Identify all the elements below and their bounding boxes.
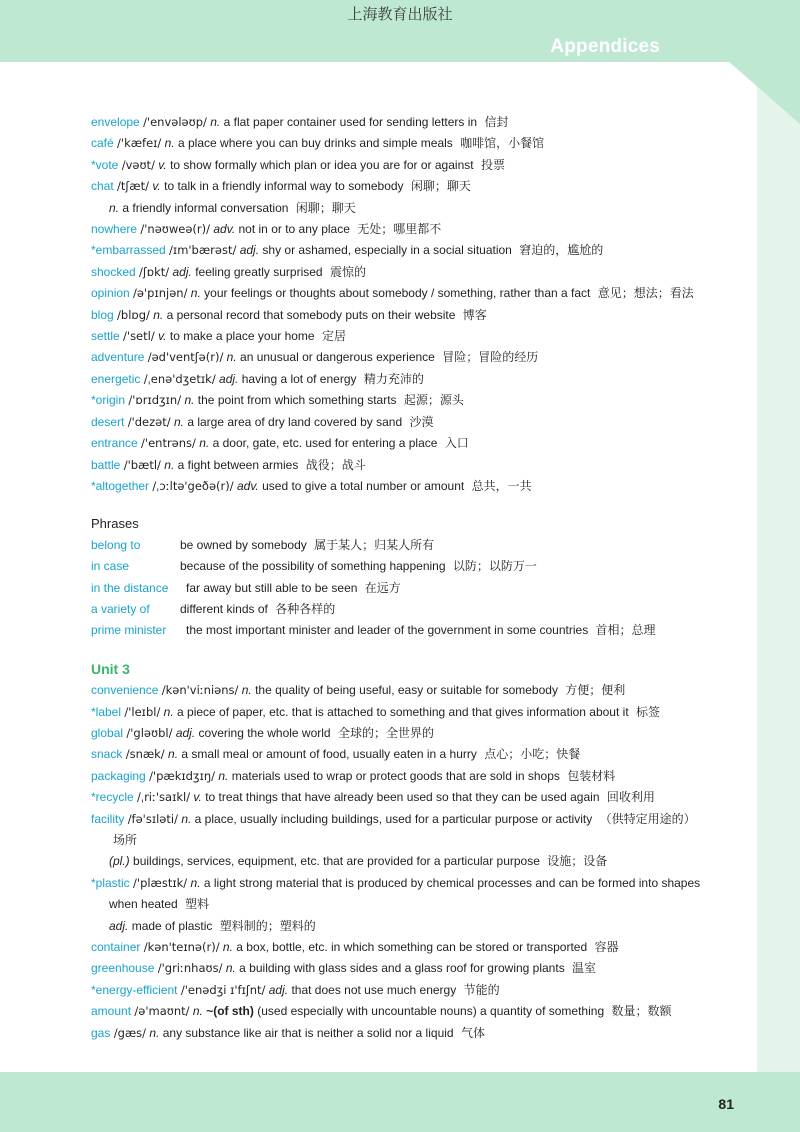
translation: 闲聊；聊天 [295, 200, 356, 215]
headword: *origin [91, 393, 126, 408]
phrase-entry [91, 620, 741, 641]
glossary-entry [91, 240, 741, 261]
translation: 回收利用 [606, 790, 655, 805]
headword: *altogether [91, 478, 150, 493]
phonetic: /'bætl/ [123, 457, 161, 472]
phonetic: /'entrəns/ [141, 436, 196, 451]
definition: having a lot of energy [241, 371, 357, 386]
phonetic: /ə'pɪnjən/ [133, 286, 188, 301]
definition: an unusual or dangerous experience [240, 350, 435, 365]
translation: 设施；设备 [547, 854, 608, 869]
phrase: a variety of [91, 601, 150, 616]
part-of-speech: n. [222, 940, 233, 955]
definition: different kinds of [180, 601, 268, 616]
glossary-entry [91, 937, 741, 958]
headword: envelope [91, 115, 140, 129]
part-of-speech: n. [199, 436, 210, 451]
definition: that does not use much energy [291, 982, 457, 997]
translation: 温室 [572, 961, 597, 976]
glossary-entry [91, 702, 741, 723]
phrase-entry [91, 556, 741, 577]
translation: （供特定用途的） [599, 811, 696, 826]
definition: a large area of dry land covered by sand [187, 414, 403, 429]
definition: a flat paper container used for sending letters in [223, 115, 478, 129]
glossary-sense [91, 916, 741, 937]
phonetic: /tʃæt/ [117, 179, 149, 194]
glossary-entry [91, 326, 741, 347]
definition: feeling greatly surprised [195, 264, 323, 279]
part-of-speech: adj. [109, 918, 129, 933]
phrase: belong to [91, 537, 141, 552]
part-of-speech: adv. [236, 478, 259, 493]
headword: blog [91, 307, 114, 322]
part-of-speech: adj. [239, 243, 260, 258]
definition: when heated [109, 897, 178, 912]
definition: a friendly informal conversation [122, 200, 289, 215]
translation: 容器 [594, 940, 619, 955]
glossary-entry [91, 390, 741, 411]
glossary-entry [91, 412, 741, 433]
headword: facility [91, 811, 125, 826]
translation: 信封 [484, 115, 509, 129]
part-of-speech: n. [164, 136, 175, 151]
phrase-entry [91, 578, 741, 599]
glossary-entry [91, 766, 741, 787]
definition: made of plastic [131, 918, 213, 933]
glossary-entry [91, 155, 741, 176]
phonetic: /'plæstɪk/ [133, 875, 188, 890]
translation: 咖啡馆，小餐馆 [460, 136, 545, 151]
phrase: in the distance [91, 580, 169, 595]
definition: a box, bottle, etc. in which something can be stored or transported [236, 940, 588, 955]
definition: a light strong material that is produced by chemical processes and can be formed into shapes [203, 875, 701, 890]
part-of-speech: (pl.) [109, 854, 130, 869]
part-of-speech: v. [193, 790, 202, 805]
part-of-speech: n. [225, 961, 236, 976]
part-of-speech: v. [158, 157, 167, 172]
definition: a piece of paper, etc. that is attached to something and that gives information about it [177, 704, 629, 719]
translation: 精力充沛的 [363, 371, 424, 386]
phonetic: /ˌɔːltə'geðə(r)/ [152, 478, 234, 493]
phonetic: /gæs/ [113, 1025, 147, 1040]
translation: 定居 [321, 329, 346, 344]
translation: 震惊的 [329, 264, 366, 279]
translation: 首相；总理 [595, 623, 656, 638]
phonetic: /'setl/ [123, 329, 155, 344]
glossary-entry [91, 455, 741, 476]
phrase-entry [91, 535, 741, 556]
translation: 数量；数额 [611, 1004, 672, 1019]
phonetic: /snæk/ [125, 747, 165, 762]
phrase-entry [91, 599, 741, 620]
glossary-entry [91, 744, 741, 765]
definition: to show formally which plan or idea you are for or against [170, 157, 474, 172]
headword: amount [91, 1004, 132, 1019]
definition: to talk in a friendly informal way to somebody [164, 179, 404, 194]
headword: packaging [91, 768, 146, 783]
headword: container [91, 940, 141, 955]
headword: gas [91, 1025, 111, 1040]
headword: *plastic [91, 875, 130, 890]
part-of-speech: adv. [213, 222, 236, 237]
definition: a fight between armies [177, 457, 299, 472]
part-of-speech: n. [153, 307, 164, 322]
definition: to make a place your home [169, 329, 315, 344]
definition: because of the possibility of something happening [180, 559, 446, 574]
headword: chat [91, 179, 114, 194]
part-of-speech: n. [149, 1025, 160, 1040]
part-of-speech: n. [210, 115, 221, 129]
headword: nowhere [91, 222, 138, 237]
section-title: Appendices [550, 36, 660, 57]
translation: 沙漠 [409, 414, 434, 429]
glossary-entry [91, 133, 741, 154]
glossary-entry [91, 1023, 741, 1044]
translation: 总共，一共 [471, 478, 532, 493]
definition: used to give a total number or amount [262, 478, 465, 493]
headword: café [91, 136, 114, 151]
part-of-speech: n. [184, 393, 195, 408]
page-number: 81 [718, 1096, 734, 1112]
headword: shocked [91, 264, 136, 279]
part-of-speech: adj. [175, 725, 196, 740]
translation: 气体 [460, 1025, 485, 1040]
definition: to treat things that have already been used so that they can be used again [205, 790, 600, 805]
glossary-entry [91, 433, 741, 454]
phonetic: /'envələʊp/ [143, 115, 207, 129]
translation: 标签 [636, 704, 661, 719]
translation: 冒险；冒险的经历 [442, 350, 539, 365]
glossary-entry [91, 112, 741, 133]
definition: materials used to wrap or protect goods that are sold in shops [231, 768, 560, 783]
glossary-continuation [91, 894, 741, 915]
phrase: in case [91, 559, 130, 574]
phrase: prime minister [91, 623, 167, 638]
translation: 全球的；全世界的 [337, 725, 434, 740]
phonetic: /ˌriː'saɪkl/ [137, 790, 191, 805]
translation: 点心；小吃；快餐 [484, 747, 581, 762]
part-of-speech: n. [190, 875, 201, 890]
phonetic: /'leɪbl/ [124, 704, 161, 719]
phonetic: /kən'teɪnə(r)/ [143, 940, 220, 955]
phonetic: /'dezət/ [127, 414, 171, 429]
part-of-speech: n. [164, 457, 175, 472]
translation: 方便；便利 [565, 683, 626, 698]
glossary-sense [91, 198, 741, 219]
definition: a place, usually including buildings, used for a particular purpose or activity [194, 811, 593, 826]
headword: settle [91, 329, 120, 344]
headword: *embarrassed [91, 243, 166, 258]
glossary-entry [91, 1001, 741, 1022]
part-of-speech: n. [226, 350, 237, 365]
glossary-entry [91, 809, 741, 830]
translation: 闲聊；聊天 [410, 179, 471, 194]
phonetic: /'ɒrɪdʒɪn/ [128, 393, 182, 408]
unit-heading: Unit 3 [91, 660, 130, 677]
headword: battle [91, 457, 121, 472]
definition: shy or ashamed, especially in a social situation [262, 243, 512, 258]
translation: 意见；想法；看法 [597, 286, 694, 301]
glossary-entry [91, 176, 741, 197]
phonetic: /'enədʒi ɪ'fɪʃnt/ [180, 982, 266, 997]
usage-pattern: ~(of sth) [206, 1004, 254, 1019]
headword: snack [91, 747, 123, 762]
translation: 场所 [113, 833, 138, 847]
glossary-entry [91, 980, 741, 1001]
translation: 节能的 [463, 982, 500, 997]
phonetic: /əd'ventʃə(r)/ [147, 350, 224, 365]
definition: a place where you can buy drinks and simple meals [178, 136, 453, 151]
part-of-speech: n. [163, 704, 174, 719]
definition: a building with glass sides and a glass roof for growing plants [239, 961, 565, 976]
definition: a personal record that somebody puts on their website [166, 307, 456, 322]
translation: 入口 [444, 436, 469, 451]
glossary-entry [91, 958, 741, 979]
part-of-speech: n. [192, 1004, 203, 1019]
part-of-speech: n. [168, 747, 179, 762]
translation: 塑料制的；塑料的 [219, 918, 316, 933]
phonetic: /ʃɒkt/ [139, 264, 170, 279]
phonetic: /'griːnhaʊs/ [157, 961, 223, 976]
glossary-entry [91, 305, 741, 326]
phonetic: /kən'viːniəns/ [161, 683, 239, 698]
translation: 属于某人；归某人所有 [314, 537, 435, 552]
definition: the point from which something starts [197, 393, 397, 408]
part-of-speech: n. [173, 414, 184, 429]
definition: a small meal or amount of food, usually eaten in a hurry [181, 747, 477, 762]
definition: far away but still able to be seen [186, 580, 358, 595]
phonetic: /ɪm'bærəst/ [169, 243, 237, 258]
glossary-entry [91, 262, 741, 283]
phonetic: /ˌenə'dʒetɪk/ [143, 371, 216, 386]
translation: 以防；以防万一 [452, 559, 537, 574]
phonetic: /fə'sɪləti/ [127, 811, 178, 826]
definition: buildings, services, equipment, etc. that are provided for a particular purpose [133, 854, 540, 869]
glossary-continuation [91, 830, 741, 851]
definition: your feelings or thoughts about somebody / something, rather than a fact [204, 286, 591, 301]
part-of-speech: n. [181, 811, 192, 826]
publisher-header: 上海教育出版社 [347, 5, 453, 23]
translation: 各种各样的 [275, 601, 336, 616]
spacer [91, 642, 741, 659]
headword: global [91, 725, 124, 740]
glossary-entry [91, 219, 741, 240]
headword: *vote [91, 157, 119, 172]
headword: *energy-efficient [91, 982, 178, 997]
glossary-entry [91, 476, 741, 497]
glossary-entry [91, 283, 741, 304]
phonetic: /'pækɪdʒɪŋ/ [149, 768, 216, 783]
definition: any substance like air that is neither a solid nor a liquid [162, 1025, 454, 1040]
headword: entrance [91, 436, 138, 451]
part-of-speech: adj. [172, 264, 192, 279]
definition: the quality of being useful, easy or suitable for somebody [255, 683, 558, 698]
definition: not in or to any place [238, 222, 350, 237]
part-of-speech: n. [241, 683, 252, 698]
phrases-heading: Phrases [91, 516, 139, 532]
phonetic: /vəʊt/ [121, 157, 155, 172]
translation: 无处；哪里都不 [357, 222, 442, 237]
phonetic: /'gləʊbl/ [126, 725, 173, 740]
part-of-speech: n. [109, 200, 120, 215]
part-of-speech: v. [152, 179, 161, 194]
part-of-speech: n. [218, 768, 229, 783]
phonetic: /ə'maʊnt/ [134, 1004, 190, 1019]
headword: *label [91, 704, 122, 719]
headword: adventure [91, 350, 145, 365]
glossary-entry [91, 680, 741, 701]
translation: 塑料 [185, 897, 210, 912]
headword: desert [91, 414, 125, 429]
definition: a door, gate, etc. used for entering a place [212, 436, 438, 451]
glossary-entry [91, 347, 741, 368]
margin-strip [757, 62, 800, 1072]
phonetic: /'nəʊweə(r)/ [140, 222, 211, 237]
part-of-speech: v. [158, 329, 167, 344]
glossary-sense [91, 851, 741, 872]
spacer [91, 497, 741, 513]
translation: 博客 [462, 307, 487, 322]
part-of-speech: adj. [268, 982, 289, 997]
headword: opinion [91, 286, 130, 301]
headword: *recycle [91, 790, 134, 805]
part-of-speech: n. [190, 286, 201, 301]
part-of-speech: adj. [219, 371, 239, 386]
headword: greenhouse [91, 961, 155, 976]
glossary-entry [91, 787, 741, 808]
definition: covering the whole world [198, 725, 331, 740]
definition: be owned by somebody [180, 537, 307, 552]
translation: 在远方 [364, 580, 401, 595]
headword: energetic [91, 371, 141, 386]
translation: 起源；源头 [403, 393, 464, 408]
glossary-content [91, 112, 741, 1044]
headword: convenience [91, 683, 159, 698]
phonetic: /blɒg/ [117, 307, 150, 322]
phonetic: /'kæfeɪ/ [117, 136, 162, 151]
glossary-entry [91, 723, 741, 744]
translation: 投票 [480, 157, 505, 172]
translation: 窘迫的，尴尬的 [519, 243, 604, 258]
glossary-entry [91, 873, 741, 894]
glossary-entry [91, 369, 741, 390]
definition: (used especially with uncountable nouns) a quantity of something [257, 1004, 605, 1019]
definition: the most important minister and leader of the government in some countries [186, 623, 589, 638]
translation: 包装材料 [567, 768, 616, 783]
translation: 战役；战斗 [305, 457, 366, 472]
